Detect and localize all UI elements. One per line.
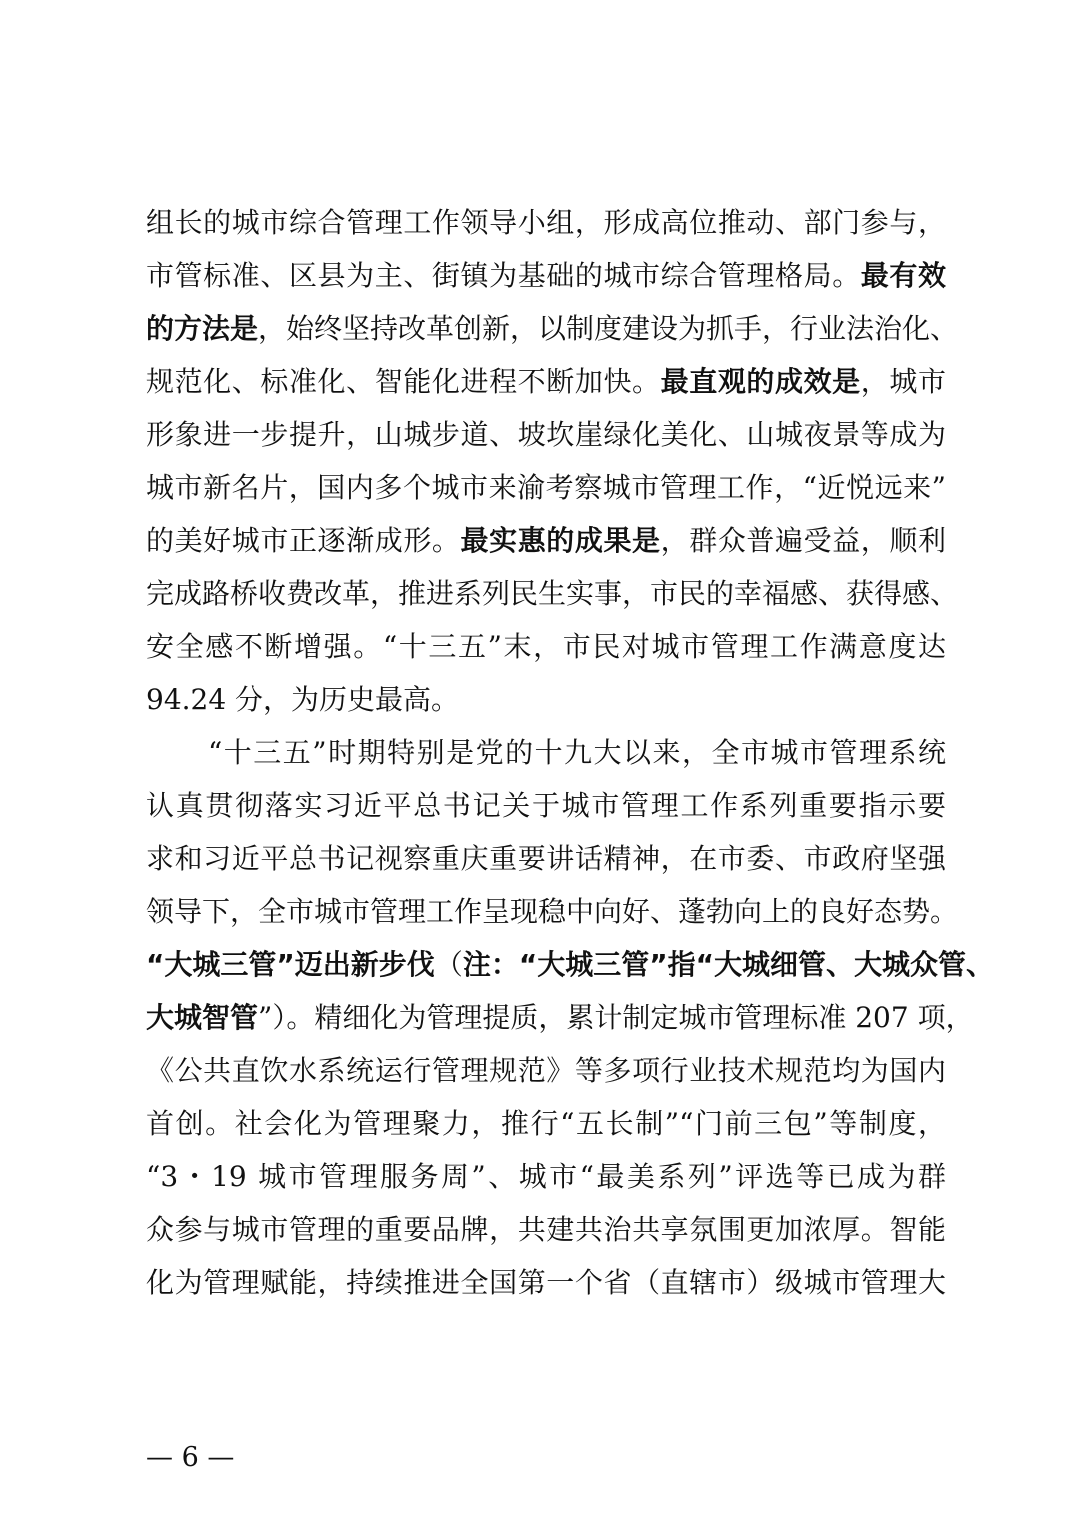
text-run: 领导下，全市城市管理工作呈现稳中向好、蓬勃向上的良好态势。	[146, 895, 959, 928]
text-run: 众参与城市管理的重要品牌，共建共治共享氛围更加浓厚。智能	[146, 1213, 946, 1246]
text-line	[146, 1097, 946, 1150]
text-run: 认真贯彻落实习近平总书记关于城市管理工作系列重要指示要	[146, 789, 946, 822]
text-line	[146, 779, 946, 832]
bold-text-run: 最有效	[860, 259, 946, 292]
text-run: 的美好城市正逐渐成形。	[146, 524, 461, 557]
paragraph-achievements	[146, 196, 959, 726]
text-run: 形象进一步提升，山城步道、坡坎崖绿化美化、山城夜景等成为	[146, 418, 946, 451]
text-run: 首创。社会化为管理聚力，推行“五长制”“门前三包”等制度，	[146, 1107, 946, 1140]
text-run: 《公共直饮水系统运行管理规范》等多项行业技术规范均为国内	[146, 1054, 946, 1087]
text-line	[146, 885, 959, 938]
text-line	[146, 726, 946, 779]
text-run: 城市新名片，国内多个城市来渝考察城市管理工作，“近悦远来”	[146, 471, 946, 504]
document-body	[146, 196, 995, 1309]
bold-text-run: 的方法是	[146, 312, 259, 345]
text-line	[146, 1150, 946, 1203]
bold-text-run: 最实惠的成果是	[460, 524, 661, 557]
text-run: ，始终坚持改革创新，以制度建设为抓手，行业法治化、	[258, 312, 959, 345]
text-run: “3・19 城市管理服务周”、城市“最美系列”评选等已成为群	[146, 1160, 946, 1193]
text-run: 94.24 分，为历史最高。	[146, 683, 460, 716]
text-line	[146, 408, 946, 461]
text-line	[146, 620, 946, 673]
bold-text-run: 注：“大城三管”指“大城细管、大城众管、	[462, 948, 995, 981]
text-line	[146, 832, 946, 885]
text-run: 安全感不断增强。“十三五”末，市民对城市管理工作满意度达	[146, 630, 946, 663]
text-line	[146, 461, 946, 514]
text-line	[146, 991, 974, 1044]
text-run: ，城市	[860, 365, 946, 398]
text-run: （	[434, 948, 463, 981]
text-line	[146, 196, 946, 249]
text-run: 化为管理赋能，持续推进全国第一个省（直辖市）级城市管理大	[146, 1266, 946, 1299]
text-line	[146, 567, 959, 620]
text-line	[146, 355, 946, 408]
text-line	[146, 673, 946, 726]
text-run: 规范化、标准化、智能化进程不断加快。	[146, 365, 661, 398]
text-line	[146, 302, 959, 355]
text-line	[146, 1256, 946, 1309]
text-run: “十三五”时期特别是党的十九大以来，全市城市管理系统	[208, 736, 946, 769]
page-number: — 6 —	[146, 1442, 235, 1473]
text-run: ，群众普遍受益，顺利	[660, 524, 946, 557]
text-run: 市管标准、区县为主、街镇为基础的城市综合管理格局。	[146, 259, 861, 292]
text-line	[146, 1044, 946, 1097]
paragraph-thirteenth-five-year	[146, 726, 995, 1309]
text-run: 求和习近平总书记视察重庆重要讲话精神，在市委、市政府坚强	[146, 842, 946, 875]
text-line	[146, 938, 995, 991]
text-line	[146, 249, 946, 302]
text-run: ”）。精细化为管理提质，累计制定城市管理标准 207 项，	[258, 1001, 974, 1034]
bold-text-run: 大城智管	[146, 1001, 259, 1034]
text-run: 完成路桥收费改革，推进系列民生实事，市民的幸福感、获得感、	[146, 577, 959, 610]
text-line	[146, 514, 946, 567]
text-run: 组长的城市综合管理工作领导小组，形成高位推动、部门参与，	[146, 206, 946, 239]
bold-text-run: “大城三管”迈出新步伐	[146, 948, 435, 981]
text-line	[146, 1203, 946, 1256]
bold-text-run: 最直观的成效是	[660, 365, 861, 398]
